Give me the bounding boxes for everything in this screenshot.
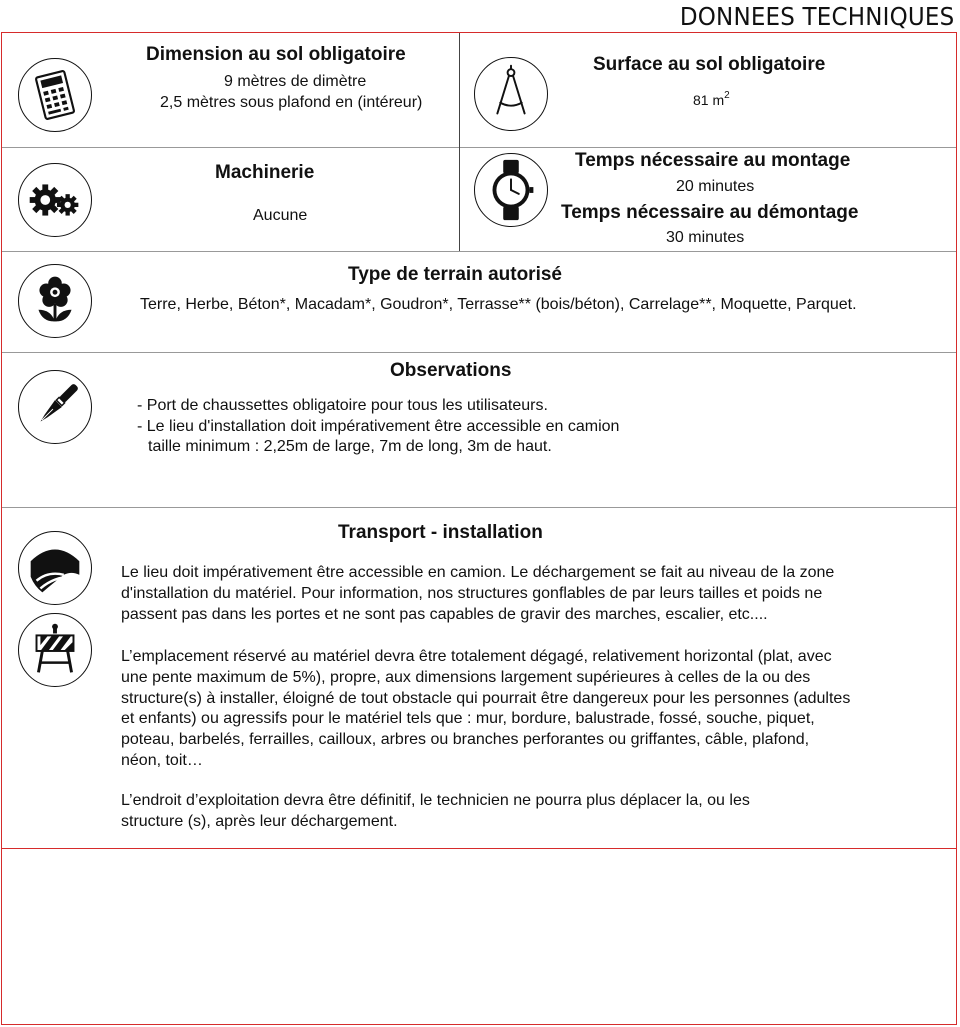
observation-line-1: - Port de chaussettes obligatoire pour tous les utilisateurs. [137, 397, 548, 414]
page-title: DONNEES TECHNIQUES [679, 2, 954, 31]
machinerie-value: Aucune [253, 207, 308, 224]
demontage-heading: Temps nécessaire au démontage [561, 202, 859, 223]
watch-icon [474, 153, 548, 227]
column-divider [459, 33, 460, 251]
gears-icon [18, 163, 92, 237]
transport-heading: Transport - installation [338, 522, 543, 543]
road-barrier-icon [18, 613, 92, 687]
compass-icon [474, 57, 548, 131]
demontage-value: 30 minutes [666, 229, 745, 246]
road-icon [18, 531, 92, 605]
terrain-value: Terre, Herbe, Béton*, Macadam*, Goudron*, Terrasse** (bois/béton), Carrelage**, Moquette, Parquet. [140, 296, 857, 313]
dimension-heading: Dimension au sol obligatoire [146, 44, 406, 65]
observation-line-2: - Le lieu d'installation doit impérativement être accessible en camion [137, 418, 620, 435]
row-divider-3 [2, 352, 956, 353]
montage-value: 20 minutes [676, 178, 755, 195]
row-divider-2 [2, 251, 956, 252]
surface-value-text: 81 m [693, 92, 725, 108]
row-divider-5 [2, 848, 956, 849]
transport-paragraph-3: L’endroit d’exploitation devra être définitif, le technicien ne pourra plus déplacer la, ou les structure (s), après leur déchargement. [121, 792, 750, 830]
transport-paragraph-1: Le lieu doit impérativement être accessible en camion. Le déchargement se fait au niveau de la zone d'installation du matériel. Pour information, nos structures gonflables de par leurs tailles et poids ne passent pas dans les portes et ne sont pas capables de gravir des marches, escalier, etc.... [121, 564, 835, 623]
row-divider-1 [2, 147, 956, 148]
calculator-icon [18, 58, 92, 132]
row-divider-4 [2, 507, 956, 508]
dimension-height: 2,5 mètres sous plafond en (intéreur) [160, 94, 423, 111]
flower-icon [18, 264, 92, 338]
surface-unit-superscript: 2 [724, 90, 730, 101]
surface-heading: Surface au sol obligatoire [593, 54, 826, 75]
observations-heading: Observations [390, 360, 512, 381]
dimension-diameter: 9 mètres de dimètre [224, 73, 367, 90]
surface-value [693, 92, 730, 108]
pen-icon [18, 370, 92, 444]
montage-heading: Temps nécessaire au montage [575, 150, 851, 171]
transport-paragraph-2: L’emplacement réservé au matériel devra être totalement dégagé, relativement horizontal (plat, avec une pente maximum de 5%), propre, aux dimensions largement supérieures à celles de la ou des structure(s) à installer, éloigné de tout obstacle qui pourrait être dangereux pour les personnes (adultes et enfants) ou agressifs pour le matériel tels que : mur, bordure, balustrade, fossé, souche, piquet, poteau, barbelés, ferrailles, cailloux, arbres ou branches perforantes ou griffantes, câble, plafond, néon, toit… [121, 648, 851, 769]
observation-line-3: taille minimum : 2,25m de large, 7m de long, 3m de haut. [148, 438, 552, 455]
machinerie-heading: Machinerie [215, 162, 315, 183]
terrain-heading: Type de terrain autorisé [348, 264, 562, 285]
